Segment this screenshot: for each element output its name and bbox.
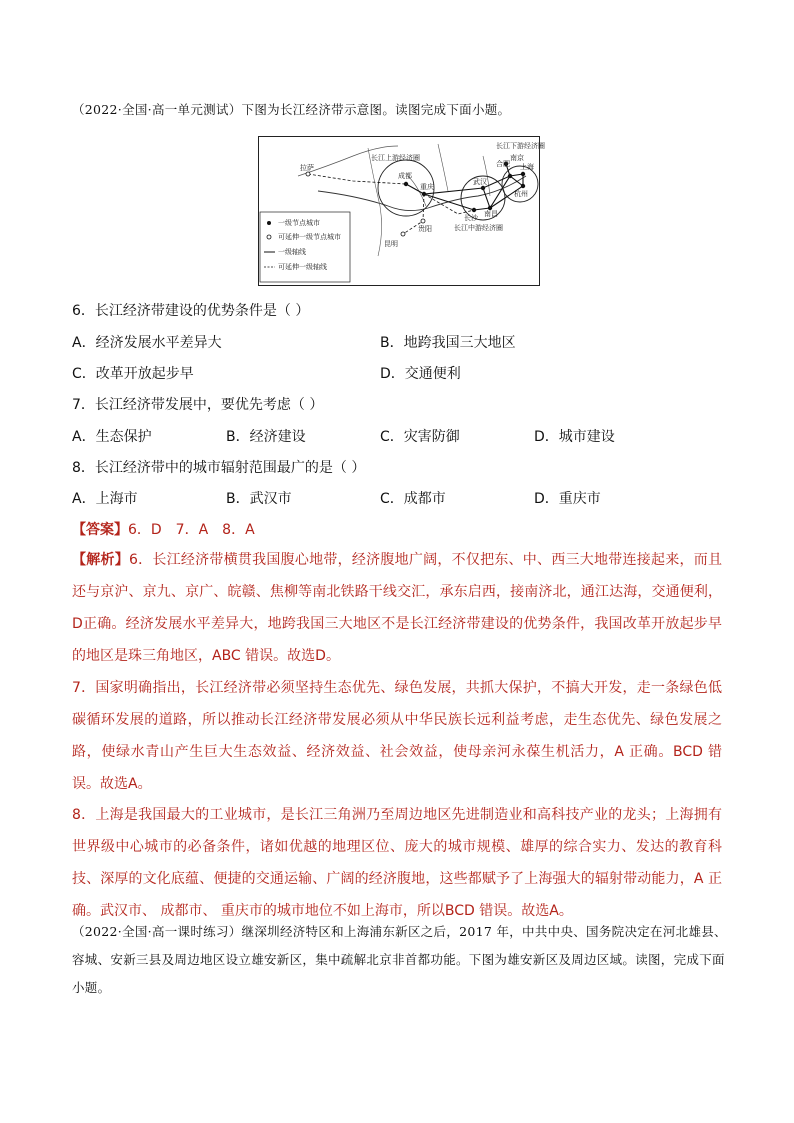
legend-axis: 一级轴线: [278, 248, 306, 256]
question-8-option-a: A．上海市: [72, 491, 138, 507]
map-label-middle: 长江中游经济圈: [454, 224, 503, 232]
map-label-chongqing: 重庆: [420, 183, 434, 191]
map-label-changsha: 长沙: [464, 214, 478, 222]
question-7-option-a: A．生态保护: [72, 429, 152, 445]
question-8-stem: 8．长江经济带中的城市辐射范围最广的是（ ）: [72, 460, 366, 476]
map-label-lower: 长江下游经济圈: [496, 142, 545, 150]
question-8-option-c: C．成都市: [380, 491, 446, 507]
analysis-paragraph-8: 8．上海是我国最大的工业城市，是长江三角洲乃至周边地区先进制造业和高科技产业的龙头；上海拥有世界级中心城市的必备条件，诸如优越的地理区位、庞大的城市规模、雄厚的综合实力、发达的教育科技、深厚的文化底蕴、便捷的交通运输、广阔的经济腹地，这些都赋予了上海强大的辐射带动能力，A 正确。武汉市、 成都市、 重庆市的城市地位不如上海市，所以BCD 错误。故选A。: [72, 807, 722, 919]
map-label-hefei: 合肥: [496, 160, 510, 168]
question-intro-1: （2022·全国·高一单元测试）下图为长江经济带示意图。读图完成下面小题。: [72, 102, 511, 117]
map-label-kunming: 昆明: [384, 240, 398, 248]
answer-line: [72, 519, 255, 539]
map-label-nanchang: 南昌: [484, 210, 498, 218]
map-label-shanghai: 上海: [520, 163, 534, 171]
yangtze-economic-belt-map: [258, 136, 545, 286]
answer-text: 6．D 7．A 8．A: [128, 522, 255, 538]
question-8-option-d: D．重庆市: [534, 491, 601, 507]
analysis-label: 【解析】: [72, 552, 129, 568]
question-6-option-b: B．地跨我国三大地区: [380, 335, 516, 351]
question-7-option-c: C．灾害防御: [380, 429, 460, 445]
map-label-chengdu: 成都: [398, 172, 412, 180]
analysis-paragraph-6: [72, 544, 722, 672]
question-intro-2: （2022·全国·高一课时练习）继深圳经济特区和上海浦东新区之后，2017 年，中共中央、国务院决定在河北雄县、容城、安新三县及周边地区设立雄安新区，集中疏解北京非首都功能。下图为雄安新区及周边区域。读图，完成下面小题。: [72, 924, 727, 995]
question-6-option-a: A．经济发展水平差异大: [72, 335, 222, 351]
question-7-option-d: D．城市建设: [534, 429, 615, 445]
question-7-option-b: B．经济建设: [226, 429, 306, 445]
map-label-upper: 长江上游经济圈: [371, 154, 420, 162]
map-label-wuhan: 武汉: [473, 178, 487, 186]
analysis-6-text: 6．长江经济带横贯我国腹心地带，经济腹地广阔，不仅把东、中、西三大地带连接起来，而且还与京沪、京九、京广、皖赣、焦柳等南北铁路干线交汇，承东启西，接南济北，通江达海，交通便利，D正确。经济发展水平差异大，地跨我国三大地区不是长江经济带建设的优势条件，我国改革开放起步早的地区是珠三角地区，ABC 错误。故选D。: [72, 552, 723, 664]
question-8-option-b: B．武汉市: [226, 491, 292, 507]
question-7-stem: 7．长江经济带发展中，要优先考虑（ ）: [72, 397, 324, 413]
map-label-guiyang: 贵阳: [418, 225, 432, 233]
question-6-option-d: D．交通便利: [380, 366, 461, 382]
analysis-paragraph-7: 7．国家明确指出，长江经济带必须坚持生态优先、绿色发展，共抓大保护，不搞大开发，走一条绿色低碳循环发展的道路，所以推动长江经济带发展必须从中华民族长远利益考虑，走生态优先、绿色发展之路，使绿水青山产生巨大生态效益、经济效益、社会效益，使母亲河永葆生机活力，A 正确。BCD 错误。故选A。: [72, 680, 722, 792]
legend-extendable-node-city: 可延伸一级节点城市: [278, 233, 341, 241]
map-label-hangzhou: 杭州: [514, 190, 528, 198]
map-label-lasa: 拉萨: [300, 164, 314, 172]
legend-node-city: 一级节点城市: [278, 219, 320, 227]
question-6-option-c: C．改革开放起步早: [72, 366, 194, 382]
answer-label: 【答案】: [72, 522, 128, 538]
question-6-stem: 6．长江经济带建设的优势条件是（ ）: [72, 303, 310, 319]
map-legend: [260, 212, 350, 282]
map-label-nanjing: 南京: [510, 154, 524, 162]
legend-extendable-axis: 可延伸一级轴线: [278, 263, 327, 271]
